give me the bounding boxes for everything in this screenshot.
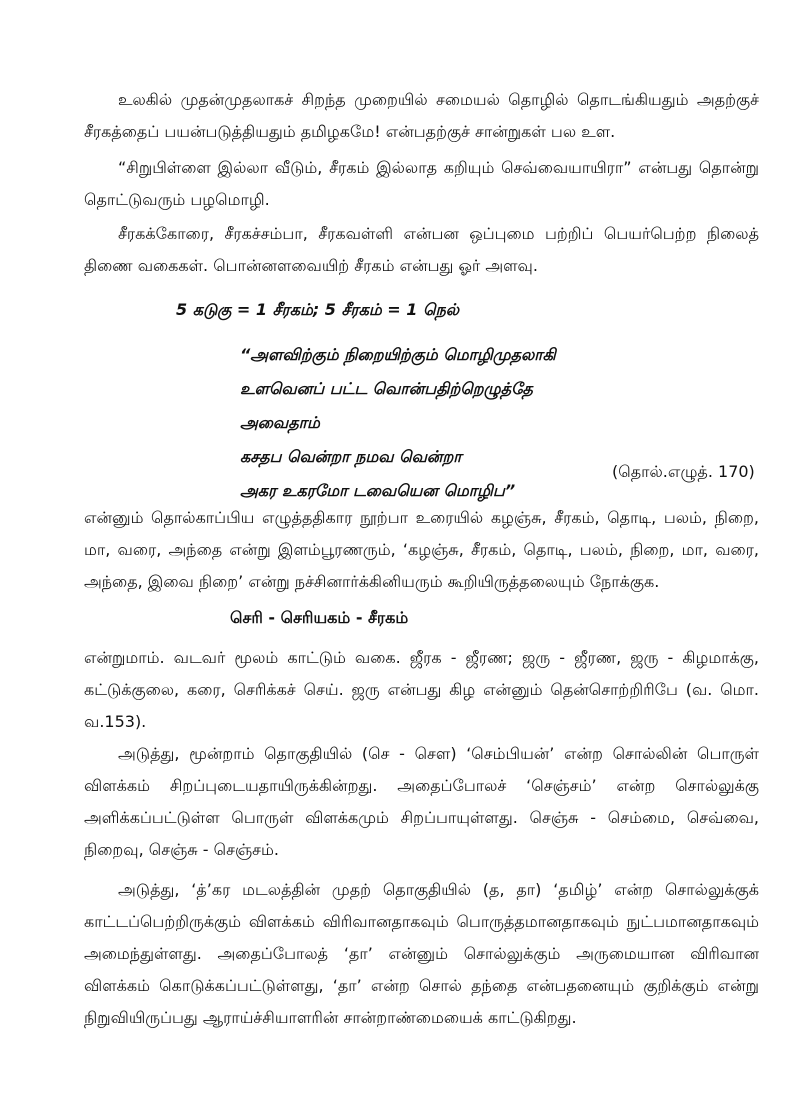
verse-line: உளவெனப் பட்ட வொன்பதிற்றெழுத்தே bbox=[240, 379, 533, 398]
paragraph-volume-three: அடுத்து, மூன்றாம் தொகுதியில் (செ - சௌ) ‘செம்பியன்’ என்ற சொல்லின் பொருள் விளக்கம் சிறப்புடையதாயிருக்கின்றது. அதைப்போலச் ‘செஞ்சம்’ என்ற சொல்லுக்கு அளிக்கப்பட்டுள்ள பொருள் விளக்கமும் சிறப்பாயுள்ளது. செஞ்சு - செம்மை, செவ்வை, நிறைவு, செஞ்சு - செஞ்சம். bbox=[84, 744, 759, 859]
paragraph-tamil-word: அடுத்து, ‘த்’கர மடலத்தின் முதற் தொகுதியில் (த, தா) ‘தமிழ்’ என்ற சொல்லுக்குக் காட்டப்பெற்றிருக்கும் விளக்கம் விரிவானதாகவும் பொருத்தமானதாகவும் நுட்பமானதாகவும் அமைந்துள்ளது. அதைப்போலத் ‘தா’ என்னும் சொல்லுக்கும் அருமையான விரிவான விளக்கம் கொடுக்கப்பட்டுள்ளது, ‘தா’ என்ற சொல் தந்தை என்பதனையும் குறிக்கும் என்று நிறுவியிருப்பது ஆராய்ச்சியாளரின் சான்றாண்மையைக் காட்டுகிறது. bbox=[84, 880, 759, 1027]
measure-equation: 5 கடுகு = 1 சீரகம்; 5 சீரகம் = 1 நெல் bbox=[176, 300, 459, 319]
tolkappiyam-verse bbox=[240, 338, 556, 508]
derivation-line: செரி - செரியகம் - சீரகம் bbox=[230, 608, 409, 627]
verse-line: அகர உகரமோ டவையென மொழிப” bbox=[240, 481, 516, 500]
paragraph-proverb: “சிறுபிள்ளை இல்லா வீடும், சீரகம் இல்லாத கறியும் செவ்வையாயிரா” என்பது தொன்று தொட்டுவரும் பழமொழி. bbox=[84, 158, 759, 209]
verse-reference: (தொல்.எழுத். 170) bbox=[612, 462, 755, 481]
paragraph-cumin-origin: உலகில் முதன்முதலாகச் சிறந்த முறையில் சமையல் தொழில் தொடங்கியதும் அதற்குச் சீரகத்தைப் பயன்படுத்தியதும் தமிழகமே! என்பதற்குச் சான்றுகள் பல உள. bbox=[84, 90, 759, 141]
paragraph-plant-varieties: சீரகக்கோரை, சீரகச்சம்பா, சீரகவள்ளி என்பன ஒப்புமை பற்றிப் பெயர்பெற்ற நிலைத் திணை வகைகள். பொன்னளவையிற் சீரகம் என்பது ஓர் அளவு. bbox=[84, 224, 759, 275]
verse-line: கசதப வென்றா நமவ வென்றா bbox=[240, 447, 462, 466]
paragraph-commentary: என்னும் தொல்காப்பிய எழுத்ததிகார நூற்பா உரையில் கழஞ்சு, சீரகம், தொடி, பலம், நிறை, மா, வரை, அந்தை என்று இளம்பூரணரும், ‘கழஞ்சு, சீரகம், தொடி, பலம், நிறை, மா, வரை, அந்தை, இவை நிறை’ என்று நச்சினார்க்கினியரும் கூறியிருத்தலையும் நோக்குக. bbox=[84, 508, 759, 591]
verse-line: “அளவிற்கும் நிறையிற்கும் மொழிமுதலாகி bbox=[240, 345, 556, 364]
verse-line: அவைதாம் bbox=[240, 413, 320, 432]
paragraph-sanskrit-origin: என்றுமாம். வடவர் மூலம் காட்டும் வகை. ஜீரக - ஜீரண; ஜரு - ஜீரண, ஜரு - கிழமாக்கு, கட்டுக்குலை, கரை, செரிக்கச் செய். ஜரு என்பது கிழ என்னும் தென்சொற்றிரிபே (வ. மொ. வ.153). bbox=[84, 648, 759, 731]
